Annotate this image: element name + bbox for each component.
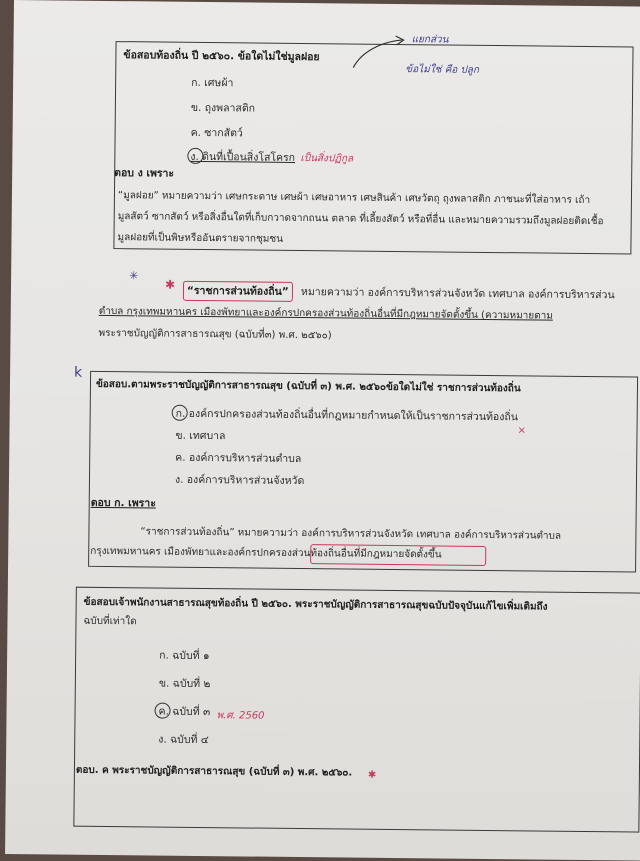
definition-term: “ราชการส่วนท้องถิ่น” <box>186 284 289 298</box>
handwritten-mark: ✳︎ <box>129 269 139 283</box>
question-1-choice-b: ข. ถุงพลาสติก <box>190 101 256 115</box>
handwritten-note-top-1: แยกส่วน <box>411 34 449 46</box>
question-2-answer: ตอบ ก. เพราะ <box>90 496 156 510</box>
question-1-explain-1: “มูลฝอย” หมายความว่า เศษกระดาษ เศษผ้า เศษอาหาร เศษสินค้า เศษวัตถุ ถุงพลาสติก ภาชนะที่ใส่อาหาร เถ้า <box>117 190 591 207</box>
question-2-choice-a: ก. องค์กรปกครองส่วนท้องถิ่นอื่นที่กฎหมายกำหนดให้เป็นราชการส่วนท้องถิ่น <box>175 407 518 424</box>
arrow-icon <box>351 32 411 73</box>
question-3-choice-c: ค. ฉบับที่ ๓ <box>158 705 211 719</box>
handwritten-note-q3: พ.ศ. 2560 <box>216 710 265 722</box>
star-icon-q3: ✱ <box>367 769 377 781</box>
definition-line-1: หมายความว่า องค์การบริหารส่วนจังหวัด เทศบาล องค์การบริหารส่วน <box>300 286 615 302</box>
question-2-title: ข้อสอบ.ตามพระราชบัญญัติการสาธารณสุข (ฉบับที่ ๓) พ.ศ. ๒๕๖๐ข้อใดไม่ใช่ ราชการส่วนท้องถิ่น <box>95 378 521 395</box>
question-2-choice-b: ข. เทศบาล <box>175 429 226 443</box>
question-3-choice-a: ก. ฉบับที่ ๑ <box>159 649 210 663</box>
handwritten-note-top-2: ข้อไม่ใช่ คือ ปลูก <box>405 64 480 76</box>
question-1-answer: ตอบ ง เพราะ <box>114 167 175 180</box>
question-1-title: ข้อสอบท้องถิ่น ปี ๒๕๖๐. ข้อใดไม่ใช่มูลฝอย <box>123 49 320 64</box>
question-3-choice-d: ง. ฉบับที่ ๔ <box>158 733 209 747</box>
question-2-explain-2: กรุงเทพมหานคร เมืองพัทยาและองค์กรปกครองส่วนท้องถิ่นอื่นที่มีกฎหมายจัดตั้งขึ้น <box>90 545 442 561</box>
question-3-title: ข้อสอบเจ้าพนักงานสาธารณสุขท้องถิ่น ปี ๒๕๖๐. พระราชบัญญัติการสาธารณสุขฉบับปัจจุบันแก้ไขเพิ่มเติมถึง <box>83 596 548 613</box>
document-page <box>5 0 640 861</box>
question-2-choice-c: ค. องค์การบริหารส่วนตำบล <box>175 451 302 466</box>
definition-line-2: ตำบล กรุงเทพมหานคร เมืองพัทยาและองค์กรปกครองส่วนท้องถิ่นอื่นที่มีกฎหมายจัดตั้งขึ้น (ความหมายตาม <box>98 305 553 322</box>
question-3-choice-b: ข. ฉบับที่ ๒ <box>158 677 211 691</box>
handwritten-note-q1: เป็นสิ่งปฏิกูล <box>300 153 354 165</box>
star-icon: ✱ <box>164 277 176 292</box>
question-1-choice-a: ก. เศษผ้า <box>191 76 234 90</box>
question-3-answer: ตอบ. ค พระราชบัญญัติการสาธารณสุข (ฉบับที่ ๓) พ.ศ. ๒๕๖๐. <box>75 764 353 779</box>
question-1-choice-c: ค. ซากสัตว์ <box>190 126 243 140</box>
handwritten-mark-q2: k <box>74 364 83 381</box>
question-2-choice-d: ง. องค์การบริหารส่วนจังหวัด <box>174 473 305 488</box>
definition-line-3: พระราชบัญญัติการสาธารณสุข (ฉบับที่๓) พ.ศ. ๒๕๖๐) <box>98 327 332 342</box>
question-3-title-2: ฉบับที่เท่าใด <box>83 615 137 628</box>
cross-icon: × <box>517 425 526 437</box>
question-1-explain-3: มูลฝอยที่เป็นพิษหรืออันตรายจากชุมชน <box>117 232 284 245</box>
question-1-explain-2: มูลสัตว์ ซากสัตว์ หรือสิ่งอื่นใดที่เก็บกวาดจากถนน ตลาด ที่เลี้ยงสัตว์ หรือที่อื่น และหมายความรวมถึงมูลฝอยติดเชื้อ <box>117 211 604 228</box>
question-1-choice-d: ง. ดินที่เปื้อนสิ่งโสโครก <box>190 150 296 164</box>
question-2-explain-1: “ราชการส่วนท้องถิ่น” หมายความว่า องค์การบริหารส่วนจังหวัด เทศบาล องค์การบริหารส่วนตำบล <box>140 526 562 542</box>
